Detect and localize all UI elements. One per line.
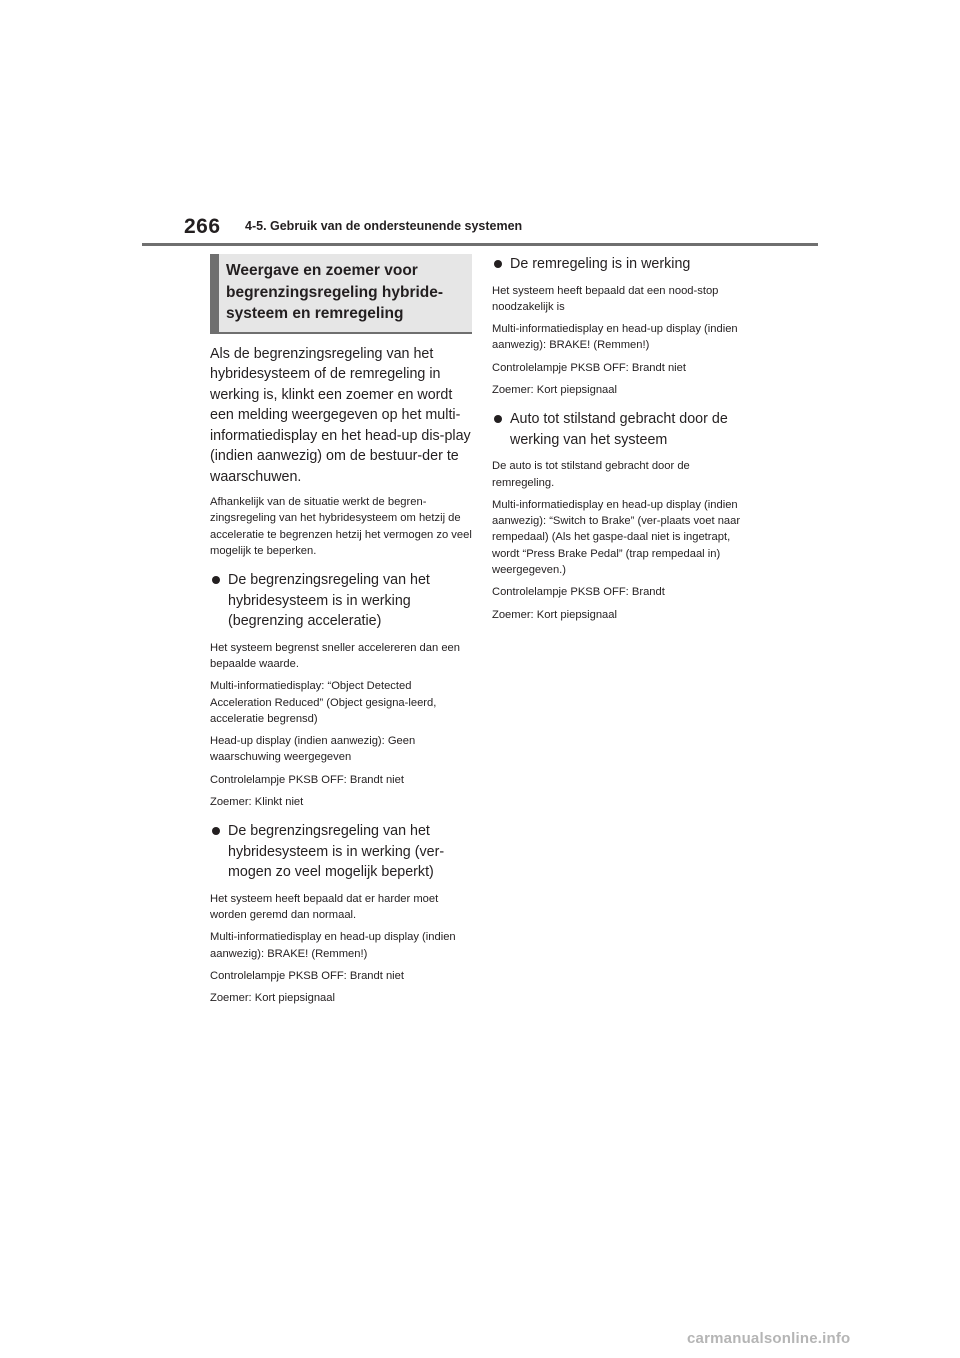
detail-line: Zoemer: Kort piepsignaal — [210, 992, 335, 1005]
section-heading: Weergave en zoemer voor begrenzingsregeling hybride-systeem en remregeling — [210, 254, 472, 334]
detail-line: Zoemer: Klinkt niet — [210, 796, 304, 809]
detail-line: Multi-informatiedisplay en head-up display (indien aanwezig): “Switch to Brake” (ver-plaats voet naar rempedaal) (Als het gaspe-daal niet is ingetrapt, wordt “Press Brake Pedal” (trap rempedaal in) weergegeven.) — [492, 498, 741, 577]
bullet-vehicle-stopped — [492, 409, 754, 450]
left-column — [210, 254, 472, 1013]
bullet-dot-icon — [494, 260, 502, 268]
detail-line: De auto is tot stilstand gebracht door de remregeling. — [492, 460, 690, 489]
note-paragraph: Afhankelijk van de situatie werkt de begren-zingsregeling van het hybridesysteem om hetzij de acceleratie te begrenzen hetzij het vermogen zo veel mogelijk te beperken. — [210, 496, 472, 557]
watermark: carmanualsonline.info — [687, 1330, 851, 1347]
detail-line: Zoemer: Kort piepsignaal — [492, 608, 617, 621]
detail-line: Controlelampje PKSB OFF: Brandt niet — [492, 361, 687, 374]
section-title: 4-5. Gebruik van de ondersteunende systemen — [245, 219, 523, 233]
detail-line: Controlelampje PKSB OFF: Brandt — [492, 586, 665, 599]
detail-line: Het systeem heeft bepaald dat er harder moet worden geremd dan normaal. — [210, 892, 439, 922]
header-rule — [142, 243, 818, 246]
bullet-dot-icon — [494, 415, 502, 423]
detail-line: Multi-informatiedisplay: “Object Detected Acceleration Reduced” (Object gesigna-leerd, acceleratie begrensd) — [210, 680, 437, 725]
bullet-dot-icon — [212, 827, 220, 835]
bullet-acceleration-limit — [210, 570, 472, 632]
detail-line: Multi-informatiedisplay en head-up display (indien aanwezig): BRAKE! (Remmen!) — [210, 931, 456, 960]
bullet-title: Auto tot stilstand gebracht door de werking van het systeem — [510, 411, 728, 448]
detail-line: Controlelampje PKSB OFF: Brandt niet — [210, 970, 405, 983]
page-number: 266 — [184, 215, 221, 238]
detail-line: Controlelampje PKSB OFF: Brandt niet — [210, 773, 405, 786]
detail-line: Multi-informatiedisplay en head-up display (indien aanwezig): BRAKE! (Remmen!) — [492, 323, 738, 352]
bullet-title: De begrenzingsregeling van het hybridesysteem is in werking (begrenzing acceleratie) — [228, 572, 430, 630]
right-column — [492, 254, 754, 629]
bullet-title: De begrenzingsregeling van het hybridesysteem is in werking (ver-mogen zo veel mogelijk beperkt) — [228, 823, 445, 881]
bullet-title: De remregeling is in werking — [510, 256, 691, 272]
intro-paragraph: Als de begrenzingsregeling van het hybridesysteem of de remregeling in werking is, klinkt een zoemer en wordt een melding weergegeven op het multi-informatiedisplay en het head-up dis-play (indien aanwezig) om de bestuur-der te waarschuwen. — [210, 345, 471, 485]
bullet-power-limit — [210, 821, 472, 883]
detail-line: Het systeem begrenst sneller accelereren dan een bepaalde waarde. — [210, 641, 460, 670]
detail-line: Head-up display (indien aanwezig): Geen waarschuwing weergegeven — [210, 735, 416, 764]
bullet-brake-control — [492, 254, 754, 275]
bullet-dot-icon — [212, 576, 220, 584]
detail-line: Het systeem heeft bepaald dat een nood-stop noodzakelijk is — [492, 284, 719, 313]
detail-line: Zoemer: Kort piepsignaal — [492, 383, 617, 396]
